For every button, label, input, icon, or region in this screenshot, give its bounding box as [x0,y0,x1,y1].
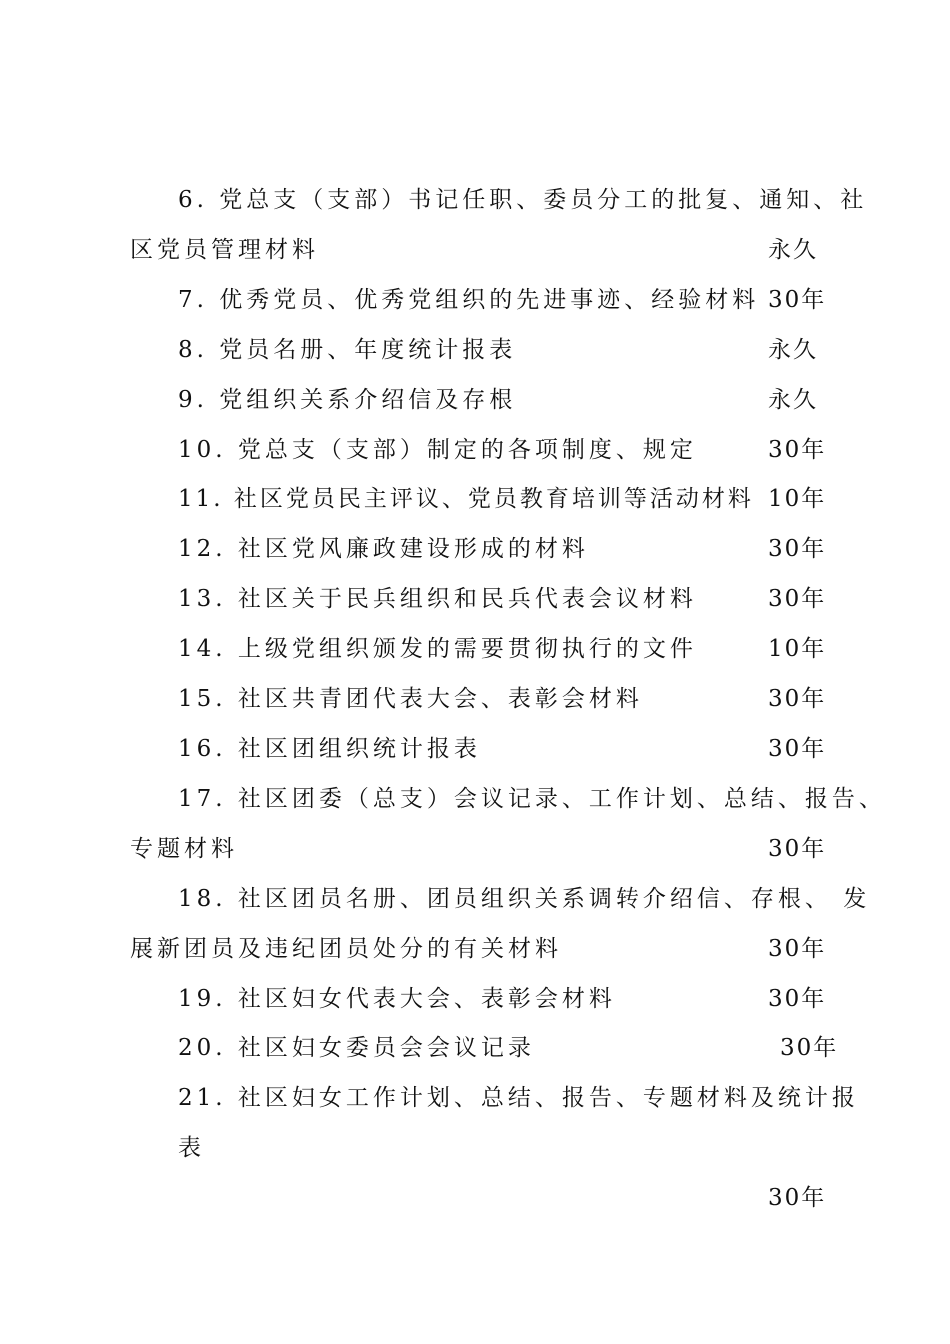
item-11-retention: 10年 [768,486,827,512]
item-13-retention: 30年 [768,586,827,612]
item-10-text: 10. 党总支（支部）制定的各项制度、规定 [178,437,697,463]
item-11-text: 11. 社区党员民主评议、党员教育培训等活动材料 [178,486,754,512]
item-19-retention: 30年 [768,986,827,1012]
item-21-line-1: 21. 社区妇女工作计划、总结、报告、专题材料及统计报 [178,1085,859,1111]
item-20-retention: 30年 [780,1035,839,1061]
item-7-retention: 30年 [768,287,827,313]
item-19-text: 19. 社区妇女代表大会、表彰会材料 [178,986,616,1012]
item-16-retention: 30年 [768,736,827,762]
item-12-retention: 30年 [768,536,827,562]
item-8-text: 8. 党员名册、年度统计报表 [178,337,517,363]
item-9-text: 9. 党组织关系介绍信及存根 [178,387,517,413]
item-14-text: 14. 上级党组织颁发的需要贯彻执行的文件 [178,636,697,662]
item-6-retention: 永久 [768,237,818,263]
item-6-line-2: 区党员管理材料 [130,237,319,263]
item-8-retention: 永久 [768,337,818,363]
item-16-text: 16. 社区团组织统计报表 [178,736,481,762]
item-12-text: 12. 社区党风廉政建设形成的材料 [178,536,589,562]
item-18-line-2: 展新团员及违纪团员处分的有关材料 [130,936,562,962]
item-10-retention: 30年 [768,437,827,463]
item-17-retention: 30年 [768,836,827,862]
item-21-retention: 30年 [768,1185,827,1211]
item-6-line-1: 6. 党总支（支部）书记任职、委员分工的批复、通知、社 [178,187,868,213]
item-18-line-1: 18. 社区团员名册、团员组织关系调转介绍信、存根、 发 [178,886,871,912]
item-17-line-2: 专题材料 [130,836,238,862]
item-14-retention: 10年 [768,636,827,662]
item-18-retention: 30年 [768,936,827,962]
item-9-retention: 永久 [768,387,818,413]
item-21-line-2: 表 [178,1135,205,1161]
item-20-text: 20. 社区妇女委员会会议记录 [178,1035,535,1061]
item-17-line-1: 17. 社区团委（总支）会议记录、工作计划、总结、报告、 [178,786,886,812]
item-13-text: 13. 社区关于民兵组织和民兵代表会议材料 [178,586,697,612]
item-15-retention: 30年 [768,686,827,712]
item-7-text: 7. 优秀党员、优秀党组织的先进事迹、经验材料 [178,287,760,313]
item-15-text: 15. 社区共青团代表大会、表彰会材料 [178,686,643,712]
